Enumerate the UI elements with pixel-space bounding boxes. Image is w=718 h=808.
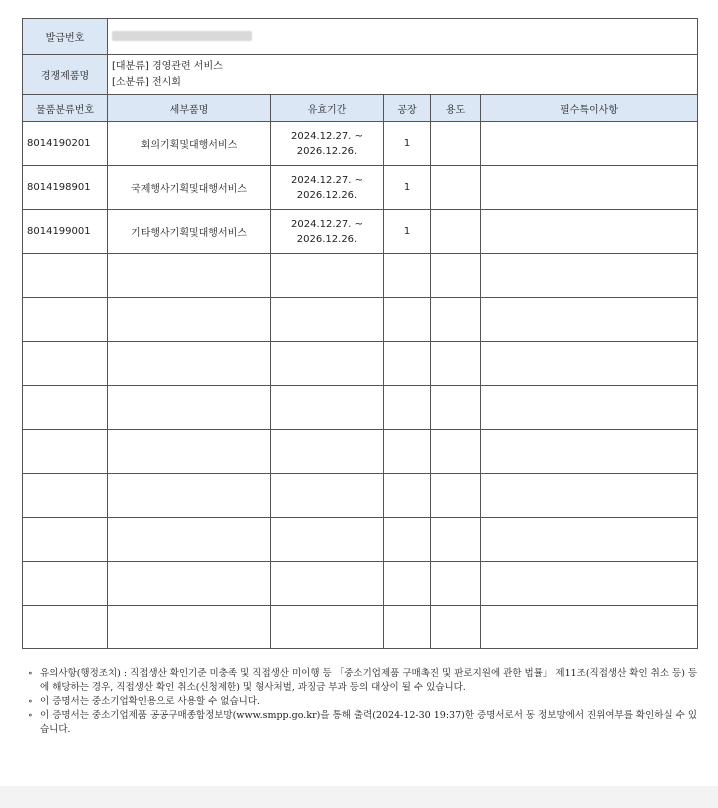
footnote-legal-warning: ∘ 유의사항(행정조치) : 직접생산 확인기준 미충족 및 직접생산 미이행 등 「중소기업제품 구매촉진 및 판로지원에 관한 법률」 제11조(직접생산 확인 취소 등) 등에 해당하는 경우, 직접생산 확인 취소(신청제한) 및 형사처벌, 과징금 부과 등의 대상이 될 수 있습니다. [28,668,698,693]
footnote-verification: ∘ 이 증명서는 중소기업제품 공공구매종합정보망(www.smpp.go.kr)을 통해 출력(2024-12-30 19:37)한 증명서로서 동 정보망에서 진위여부를 확인하실 수 있습니다. [28,710,698,735]
issue-number-value [108,19,698,55]
empty-table-row [23,386,698,430]
usage-cell [431,210,481,254]
column-header: 세부품명 [108,95,271,122]
product-minor-category: [소분류] 전시회 [112,76,181,88]
table-row [23,210,698,254]
redacted-issue-number [112,31,252,41]
empty-table-row [23,342,698,386]
empty-table-row [23,298,698,342]
footnotes [28,667,698,737]
factory-count: 1 [384,210,431,254]
table-row [23,122,698,166]
validity-period: 2024.12.27. ~ 2026.12.26. [271,210,384,254]
bullet-icon: ∘ [28,668,33,679]
empty-table-row [23,518,698,562]
page-bottom-band [0,786,718,808]
validity-period: 2024.12.27. ~ 2026.12.26. [271,122,384,166]
special-notes-cell [481,122,698,166]
empty-table-row [23,430,698,474]
issue-number-row [23,19,698,55]
empty-table-row [23,606,698,649]
validity-period: 2024.12.27. ~ 2026.12.26. [271,166,384,210]
usage-cell [431,166,481,210]
issue-number-label: 발급번호 [23,19,108,55]
detail-product-name: 기타행사기획및대행서비스 [108,210,271,254]
empty-table-row [23,474,698,518]
product-row [23,55,698,95]
usage-cell [431,122,481,166]
product-major-category: [대분류] 경영관련 서비스 [112,60,223,72]
bullet-icon: ∘ [28,710,33,721]
factory-count: 1 [384,122,431,166]
product-label: 경쟁제품명 [23,55,108,95]
product-code: 8014198901 [23,166,108,210]
empty-table-row [23,562,698,606]
column-header: 필수특이사항 [481,95,698,122]
factory-count: 1 [384,166,431,210]
column-header: 용도 [431,95,481,122]
product-code: 8014190201 [23,122,108,166]
empty-table-row [23,254,698,298]
bullet-icon: ∘ [28,696,33,707]
column-header: 공장 [384,95,431,122]
column-header: 물품분류번호 [23,95,108,122]
detail-product-name: 국제행사기획및대행서비스 [108,166,271,210]
special-notes-cell [481,166,698,210]
certificate-table [22,18,698,649]
product-code: 8014199001 [23,210,108,254]
table-row [23,166,698,210]
special-notes-cell [481,210,698,254]
column-header: 유효기간 [271,95,384,122]
footnote-usage-restriction: ∘ 이 증명서는 중소기업확인용으로 사용할 수 없습니다. [28,696,261,707]
table-header-row [23,95,698,122]
detail-product-name: 회의기획및대행서비스 [108,122,271,166]
product-value [108,55,698,95]
